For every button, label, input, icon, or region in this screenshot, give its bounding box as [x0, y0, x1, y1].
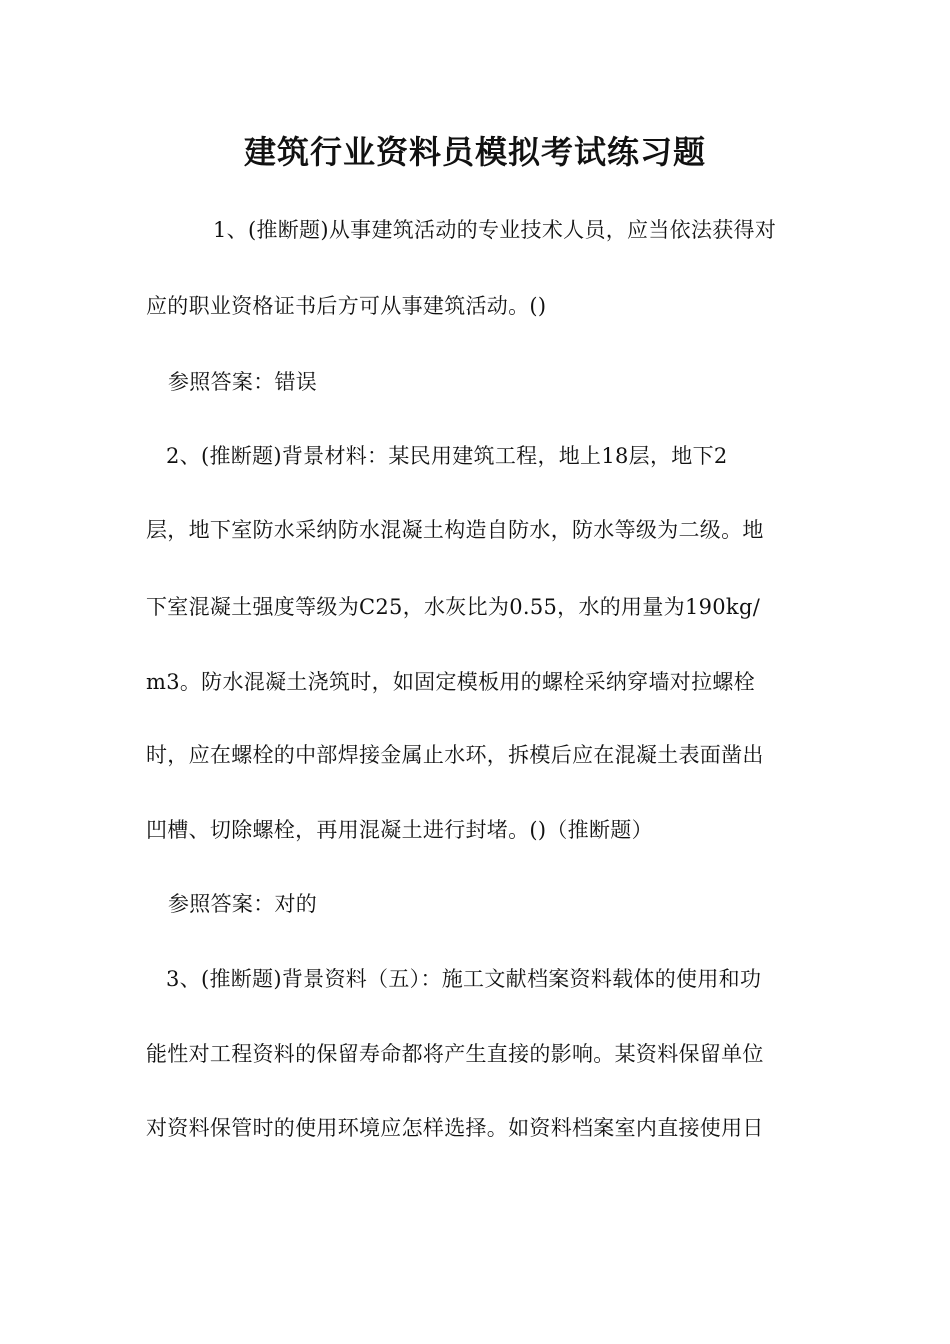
question-2-answer: 参照答案：对的: [168, 892, 318, 916]
question-3-text-line-2: 能性对工程资料的保留寿命都将产生直接的影响。某资料保留单位: [146, 1042, 764, 1066]
question-2-text-line-6: 凹槽、切除螺栓，再用混凝土进行封堵。()（推断题）: [146, 818, 653, 842]
question-1-text-line-1: 1、(推断题)从事建筑活动的专业技术人员，应当依法获得对: [213, 218, 777, 242]
question-2-text-line-4: m3。防水混凝土浇筑时，如固定模板用的螺栓采纳穿墙对拉螺栓: [146, 670, 755, 694]
question-3-text-line-1: 3、(推断题)背景资料（五）：施工文献档案资料载体的使用和功: [166, 967, 762, 991]
question-1-text-line-2: 应的职业资格证书后方可从事建筑活动。(): [146, 294, 547, 318]
document-title: 建筑行业资料员模拟考试练习题: [243, 133, 706, 171]
question-2-text-line-1: 2、(推断题)背景材料：某民用建筑工程，地上18层，地下2: [166, 444, 728, 468]
question-2-text-line-3: 下室混凝土强度等级为C25，水灰比为0.55，水的用量为190kg/: [146, 595, 761, 619]
question-1-answer: 参照答案：错误: [168, 370, 318, 394]
question-2-text-line-5: 时，应在螺栓的中部焊接金属止水环，拆模后应在混凝土表面凿出: [146, 743, 764, 767]
question-3-text-line-3: 对资料保管时的使用环境应怎样选择。如资料档案室内直接使用日: [146, 1116, 764, 1140]
question-2-text-line-2: 层，地下室防水采纳防水混凝土构造自防水，防水等级为二级。地: [146, 518, 764, 542]
